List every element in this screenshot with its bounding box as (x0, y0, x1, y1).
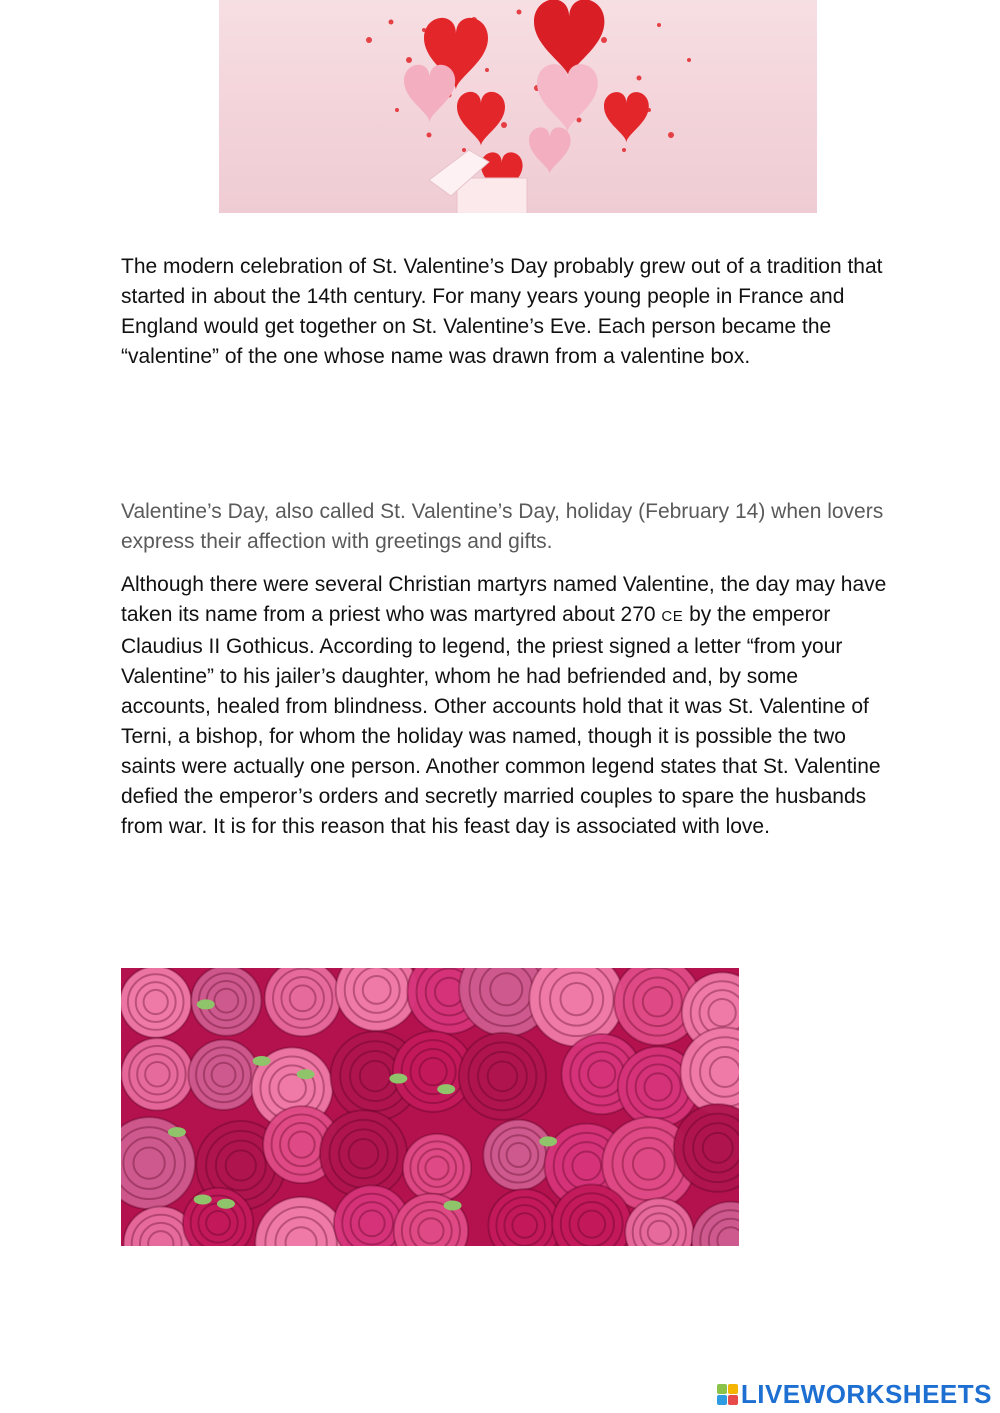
rose-flower (121, 1038, 193, 1110)
era-abbreviation: CE (661, 608, 684, 625)
rose-flower (320, 1110, 407, 1197)
rose-leaf (168, 1127, 186, 1137)
rose-leaf (194, 1194, 212, 1204)
rose-flower (488, 1189, 561, 1246)
badge-square-l (717, 1384, 727, 1394)
rose-leaf (217, 1199, 235, 1209)
legend-text-part-2: by the emperor Claudius II Gothicus. According to legend, the priest signed a letter “from your Valentine” to his jailer’s daughter, whom he had befriended and, by some accounts, healed from blindness. Other accounts hold that it was St. Valentine of Terni, a bishop, for whom the holiday was named, though it is possible the two saints were actually one person. Another common legend states that St. Valentine defied the emperor’s orders and secretly married couples to spare the husbands from war. It is for this reason that his feast day is associated with love. (121, 603, 881, 838)
rose-leaf (539, 1136, 557, 1146)
paragraph-modern-celebration: The modern celebration of St. Valentine’s Day probably grew out of a tradition that started in about the 14th century. For many years young people in France and England would get together on St. Valentine’s Eve. Each person became the “valentine” of the one whose name was drawn from a valentine box. (121, 255, 883, 368)
paragraph-definition: Valentine’s Day, also called St. Valentine’s Day, holiday (February 14) when lovers express their affection with greetings and gifts. (121, 500, 884, 553)
rose-flower (121, 968, 191, 1038)
rose-flower (403, 1134, 471, 1202)
legend-text-part-1: Although there were several Christian martyrs named Valentine, the day may have taken its name from a priest who was martyred about 270 (121, 573, 887, 626)
rose-flower (336, 968, 418, 1031)
rose-leaf (437, 1084, 455, 1094)
paragraph-legend (121, 570, 891, 842)
roses-illustration (121, 968, 739, 1246)
logo-text: LIVEWORKSHEETS (740, 1378, 992, 1409)
rose-leaf (297, 1069, 315, 1079)
rose-flower (692, 1202, 739, 1246)
rose-leaf (444, 1200, 462, 1210)
hearts-gift-box-image (219, 0, 817, 213)
logo-badge-icon (717, 1384, 738, 1405)
rose-flower (459, 1033, 546, 1120)
badge-square-s (717, 1395, 727, 1405)
heart-shapes (404, 0, 649, 199)
hearts-illustration (219, 0, 817, 213)
rose-flower (265, 968, 341, 1036)
rose-flower (183, 1188, 253, 1246)
rose-leaf (389, 1074, 407, 1084)
badge-square-w (728, 1384, 738, 1394)
rose-flower (483, 1120, 554, 1191)
rose-leaf (197, 999, 215, 1009)
rose-flower (188, 1040, 258, 1110)
badge-square-x (728, 1395, 738, 1405)
rose-leaf (253, 1056, 271, 1066)
roses-image (121, 968, 739, 1246)
liveworksheets-logo (717, 1379, 992, 1409)
